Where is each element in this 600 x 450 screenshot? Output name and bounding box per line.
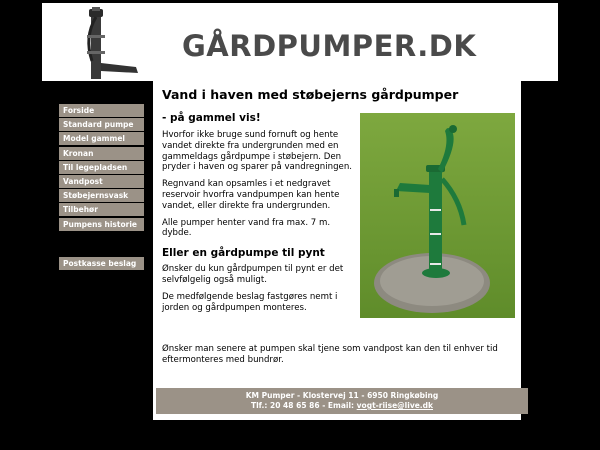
nav-item-forside[interactable]: Forside (59, 104, 144, 117)
site-footer (156, 388, 528, 414)
nav-item-standard-pumpe[interactable]: Standard pumpe (59, 118, 144, 131)
footer-address: KM Pumper - Klostervej 11 - 6950 Ringkøbing (245, 391, 439, 400)
subheading-pynt: Eller en gårdpumpe til pynt (162, 247, 325, 260)
nav-item-til-legepladsen[interactable]: Til legepladsen (59, 161, 144, 174)
nav-item-kronan[interactable]: Kronan (59, 147, 144, 160)
paragraph: Hvorfor ikke bruge sund fornuft og hente vandet direkte fra undergrunden med en gammeldags gårdpumpe i støbejern. Den pryder i haven og sparer på vandregningen. (162, 130, 352, 173)
subheading-gammel-vis: - på gammel vis! (162, 112, 261, 124)
pump-logo-icon (76, 7, 146, 79)
nav-item-pumpens-historie[interactable]: Pumpens historie (59, 218, 144, 231)
paragraph: De medfølgende beslag fastgøres nemt i jorden og gårdpumpen monteres. (162, 291, 338, 313)
nav-item-vandpost[interactable]: Vandpost (59, 175, 144, 188)
page-title: Vand i haven med støbejerns gårdpumper (162, 87, 459, 102)
nav-item-stobejernsvask[interactable]: Støbejernsvask (59, 189, 144, 202)
nav-item-model-gammel[interactable]: Model gammel (59, 132, 144, 145)
paragraph: Regnvand kan opsamles i et nedgravet reservoir hvorfra vandpumpen kan hente vandet, eller direkte fra undergrunden. (162, 179, 340, 211)
nav-item-tilbehor[interactable]: Tilbehør (59, 203, 144, 216)
paragraph: Ønsker du kun gårdpumpen til pynt er det selvfølgelig også muligt. (162, 264, 344, 285)
sidebar-nav (59, 104, 144, 232)
main-content (153, 81, 521, 420)
email-link[interactable]: vogt-riise@live.dk (356, 401, 433, 410)
text-column (162, 112, 358, 319)
site-header (42, 3, 558, 81)
footer-contact (156, 401, 528, 411)
paragraph: Alle pumper henter vand fra max. 7 m. dybde. (162, 217, 331, 239)
footer-phone: Tlf.: 20 48 65 86 - Email: (251, 401, 357, 410)
pump-photo (360, 113, 515, 318)
site-title[interactable]: GÅRDPUMPER.DK (182, 29, 477, 63)
paragraph-vandpost: Ønsker man senere at pumpen skal tjene som vandpost kan den til enhver tid eftermonteres med bundrør. (162, 344, 498, 365)
nav-item-postkasse-beslag[interactable]: Postkasse beslag (59, 257, 144, 270)
garden-pump-image (360, 113, 515, 318)
